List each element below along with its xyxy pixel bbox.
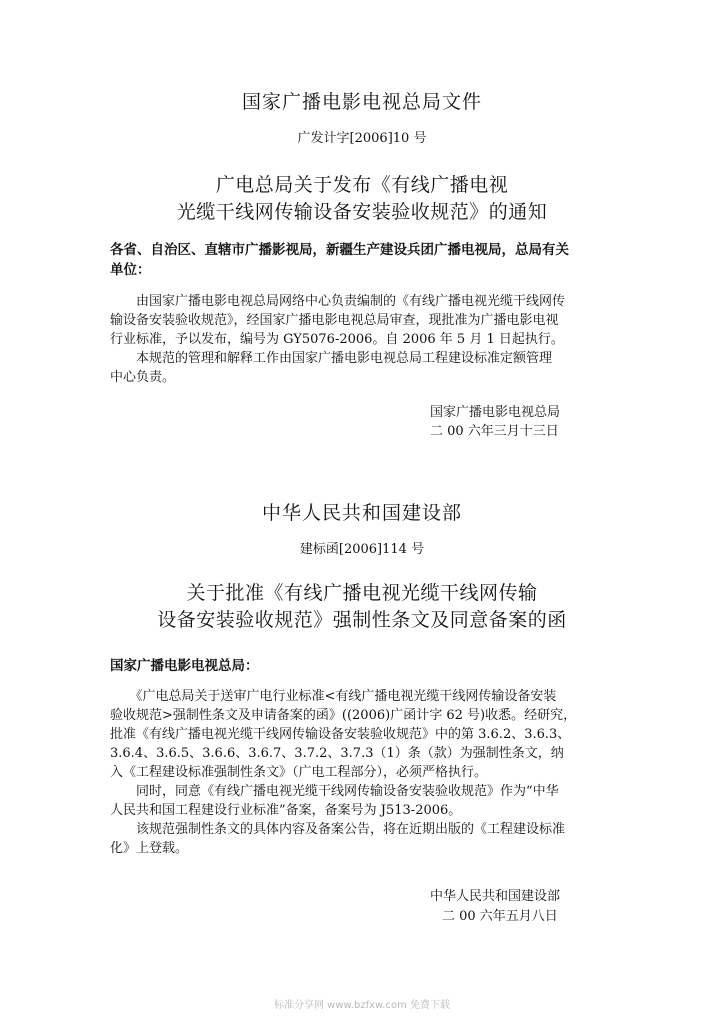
notice-title-line1: 广电总局关于发布《有线广播电视 <box>215 174 509 196</box>
body-line: 批准《有线广播电视光缆干线网传输设备安装验收规范》中的第 3.6.2、3.6.3、 <box>110 727 571 742</box>
footer-watermark: 标准分享网 www.bzfxw.com 免费下载 <box>274 1000 450 1011</box>
body-line: 3.6.4、3.6.5、3.6.6、3.6.7、3.7.2、3.7.3（1）条（款）为强制性条文，纳 <box>110 746 564 761</box>
doc-number-sarft: 广发计字[2006]10 号 <box>297 131 427 146</box>
body-line: 入《工程建设标准强制性条文》（广电工程部分），必须严格执行。 <box>110 765 488 780</box>
body-line: 人民共和国工程建设行业标准”备案，备案号为 J513-2006。 <box>110 803 462 818</box>
agency-title-sarft: 国家广播电影电视总局文件 <box>241 91 482 113</box>
agency-title-moc: 中华人民共和国建设部 <box>261 502 462 524</box>
signature-date: 二 00 六年五月八日 <box>442 909 558 924</box>
addressee-line1: 各省、自治区、直辖市广播影视局，新疆生产建设兵团广播电视局，总局有关 <box>110 242 569 258</box>
letter-title-line1: 关于批准《有线广播电视光缆干线网传输 <box>186 582 538 604</box>
body-line: 该规范强制性条文的具体内容及备案公告，将在近期出版的《工程建设标准 <box>110 822 566 837</box>
addressee: 国家广播电影电视总局： <box>110 658 259 674</box>
doc-number-moc: 建标函[2006]114 号 <box>299 542 425 557</box>
body-line: 《广电总局关于送审广电行业标准<有线广播电视光缆干线网传输设备安装 <box>110 689 557 704</box>
body-line: 验收规范>强制性条文及申请备案的函》((2006)广函计字 62 号)收悉。经研究， <box>110 708 577 723</box>
signature-date: 二 00 六年三月十三日 <box>430 424 559 439</box>
notice-title-line2: 光缆干线网传输设备安装验收规范》的通知 <box>176 201 548 223</box>
body-line: 由国家广播电影电视总局网络中心负责编制的《有线广播电视光缆干线网传 <box>110 294 566 309</box>
signature-org: 中华人民共和国建设部 <box>430 889 561 904</box>
signature-org: 国家广播电影电视总局 <box>430 405 561 420</box>
addressee-line2: 单位： <box>110 262 151 278</box>
body-line: 中心负责。 <box>110 370 176 385</box>
body-line: 同时，同意《有线广播电视光缆干线网传输设备安装验收规范》作为“中华 <box>110 784 559 799</box>
body-line: 本规范的管理和解释工作由国家广播电影电视总局工程建设标准定额管理 <box>110 351 553 366</box>
body-line: 化》上登载。 <box>110 841 189 856</box>
body-line: 输设备安装验收规范》，经国家广播电影电视总局审查，现批准为广播电影电视 <box>110 313 559 328</box>
letter-title-line2: 设备安装验收规范》强制性条文及同意备案的函 <box>157 609 567 631</box>
body-line: 行业标准，予以发布，编号为 GY5076-2006。自 2006 年 5 月 1 日起执行。 <box>110 332 564 347</box>
